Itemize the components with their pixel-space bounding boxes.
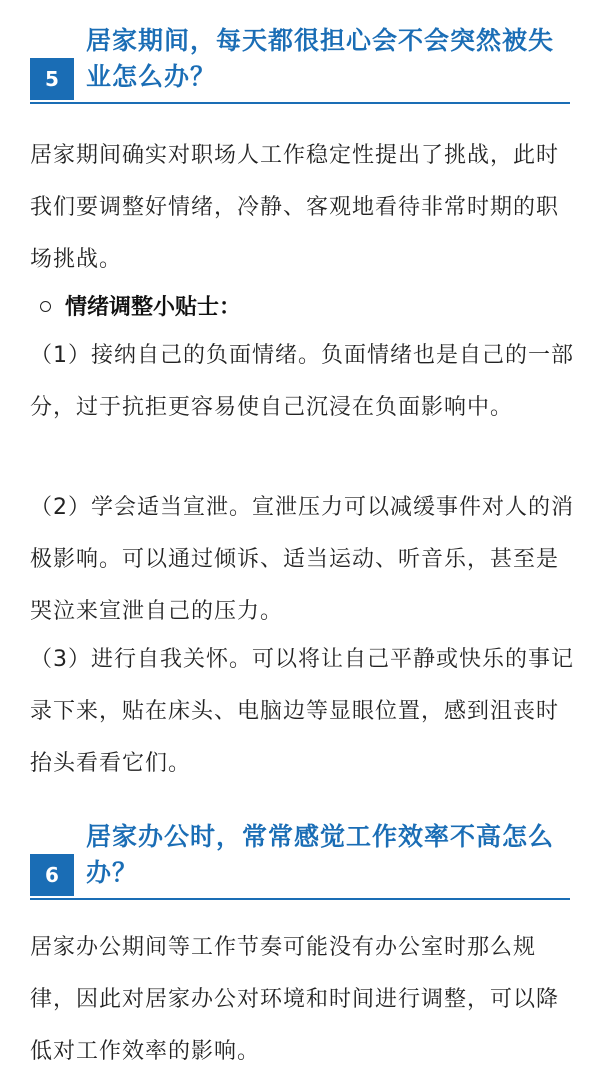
section-number-badge: 6 [30, 854, 74, 896]
section-6-intro: 居家办公期间等工作节奏可能没有办公室时那么规律，因此对居家办公对环境和时间进行调整，可以降低对工作效率的影响。 [30, 935, 560, 1064]
section-5-header [30, 18, 570, 104]
tips-heading [30, 288, 575, 328]
tip-item: （3）进行自我关怀。可以将让自己平静或快乐的事记录下来，贴在床头、电脑边等显眼位置，感到沮丧时抬头看看它们。 [30, 647, 574, 776]
section-title: 居家办公时，常常感觉工作效率不高怎么办？ [86, 822, 555, 887]
tip-item: （1）接纳自己的负面情绪。负面情绪也是自己的一部分，过于抗拒更容易使自己沉浸在负面影响中。 [30, 343, 574, 420]
section-title: 居家期间，每天都很担心会不会突然被失业怎么办？ [86, 26, 555, 91]
hollow-circle-icon [40, 301, 51, 312]
tip-item: （2）学会适当宣泄。宣泄压力可以减缓事件对人的消极影响。可以通过倾诉、适当运动、听音乐，甚至是哭泣来宣泄自己的压力。 [30, 495, 574, 624]
section-6-header [30, 814, 570, 900]
section-number-badge: 5 [30, 58, 74, 100]
section-5-intro: 居家期间确实对职场人工作稳定性提出了挑战，此时我们要调整好情绪，冷静、客观地看待非常时期的职场挑战。 [30, 143, 560, 272]
tips-heading-text: 情绪调整小贴士： [65, 295, 242, 320]
